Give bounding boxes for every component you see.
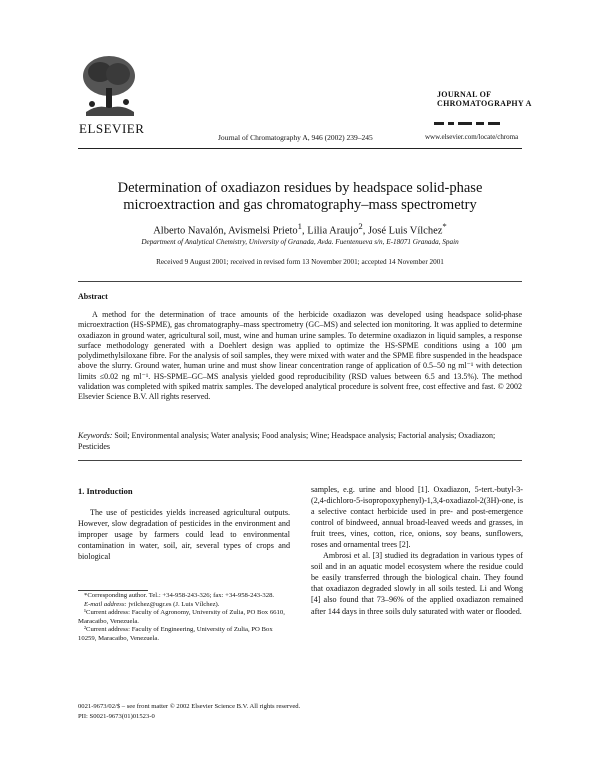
journal-reference: Journal of Chromatography A, 946 (2002) 239–245 (218, 133, 373, 142)
received-dates: Received 9 August 2001; received in revised form 13 November 2001; accepted 14 November 2001 (156, 258, 444, 266)
author-list: Alberto Navalón, Avismelsi Prieto$^1$, Lilia Araujo$^2$, José Luis Vílchez* (153, 221, 447, 237)
affiliation: Department of Analytical Chemistry, University of Granada, Avda. Fuentenueva s/n, E-18071 Granada, Spain (141, 238, 459, 246)
author-name: Avismelsi Prieto (228, 225, 298, 237)
footnotes (78, 592, 290, 644)
email-address[interactable]: jvilchez@ugr.es (J. Luis Vílchez). (128, 600, 220, 608)
abstract-top-divider (78, 281, 522, 282)
right-column (311, 484, 523, 617)
footnote-2: ²Current address: Faculty of Engineering, University of Zulia, PO Box 10259, Maracaibo, Venezuela. (78, 626, 273, 642)
copyright-block (78, 702, 300, 721)
author-sup: 1 (297, 221, 303, 231)
footnote-1: ¹Current address: Faculty of Agronomy, University of Zulia, PO Box 6610, Maracaibo, Venezuela. (78, 609, 285, 625)
footnote-corresponding: *Corresponding author. Tel.: +34-958-243-326; fax: +34-958-243-328. (84, 592, 275, 599)
journal-logo-line1: JOURNAL OF (437, 90, 492, 99)
footnote-divider (78, 590, 148, 591)
article-title-line2: microextraction and gas chromatography–mass spectrometry (123, 197, 477, 213)
journal-logo (437, 90, 532, 108)
author-sup: 2 (358, 221, 363, 231)
author-sup: * (442, 221, 447, 231)
journal-logo-bars (434, 122, 526, 126)
left-column (78, 507, 290, 562)
paragraph: samples, e.g. urine and blood [1]. Oxadiazon, 5-tert.-butyl-3-(2,4-dichloro-5-isopropoxyphenyl)-1,3,4-oxadiazol-2(3H)-one, is a selective contact herbicide used in pre- and post-emergence control of bindweed, annual broad-leaved weeds and grasses, in fruit trees, vines, cotton, rice, onions, soy beans, sunflowers, roses and ornamental trees [2]. (311, 485, 523, 550)
author-name: José Luis Vílchez (367, 225, 443, 237)
keywords-label: Keywords: (78, 431, 113, 440)
footnote-email (78, 601, 290, 610)
abstract-bottom-divider (78, 460, 522, 461)
article-title-line1: Determination of oxadiazon residues by headspace solid-phase (117, 180, 483, 196)
header-divider (78, 148, 522, 149)
section-heading: 1. Introduction (78, 486, 133, 496)
author-name: Alberto Navalón (153, 225, 224, 237)
keywords (78, 431, 522, 452)
abstract-text: A method for the determination of trace amounts of the herbicide oxadiazon was developed using headspace solid-phase microextraction (HS-SPME), gas chromatography–mass spectrometry (GC–MS) and selected ion monitoring. It was applied to determine oxadiazon in ground water, agricultural soil, must, wine and human urine samples. To determine oxadiazon in liquid samples, a response surface methodology generated with a Doehlert design was applied to optimize the HS-SPME conditions using a 100 μm polydimethylsiloxane fibre. For the analysis of soil samples, they were mixed with water and the SPME fibre suspended in the headspace above the slurry. Ground water, human urine and must show linear concentration range of application of 0.5–50 ng ml⁻¹ with detection limits ≤0.02 ng ml⁻¹. HS-SPME–GC–MS analysis yielded good reproducibility (RSD values between 6.5 and 13.5%). The method validation was completed with spiked matrix samples. The developed analytical procedure is solvent free, cost effective and fast. © 2002 Elsevier Science B.V. All rights reserved. (78, 310, 522, 402)
copyright-line: 0021-9673/02/$ – see front matter © 2002 Elsevier Science B.V. All rights reserved. (78, 703, 301, 710)
paragraph: Ambrosi et al. [3] studied its degradation in various types of soil and in an aquatic model ecosystem where the residue could be easily transferred through the biological chain. They found that oxadiazon degraded slowly in all soils tested. Li and Wong [4] also found that 73–96% of the applied oxadiazon remained after 144 days in three soils duly saturated with water or flooded. (311, 551, 523, 616)
email-label: E-mail address: (84, 600, 127, 608)
journal-logo-line2: CHROMATOGRAPHY A (437, 99, 532, 108)
abstract-heading: Abstract (78, 292, 108, 301)
author-name: Lilia Araujo (307, 225, 359, 237)
paragraph: The use of pesticides yields increased agricultural outputs. However, slow degradation of pesticides in the environment and improper usage by farmers could lead to environmental contamination in water, soil, air, several types of crops and biological (78, 508, 290, 562)
pii-line: PII: S0021-9673(01)01523-0 (78, 712, 155, 720)
publisher-name: ELSEVIER (79, 121, 145, 136)
keywords-text: Soil; Environmental analysis; Water analysis; Food analysis; Wine; Headspace analysis; Factorial analysis; Oxadiazon; Pesticides (78, 431, 496, 451)
journal-url[interactable]: www.elsevier.com/locate/chroma (425, 133, 519, 141)
elsevier-tree-logo (78, 52, 140, 118)
